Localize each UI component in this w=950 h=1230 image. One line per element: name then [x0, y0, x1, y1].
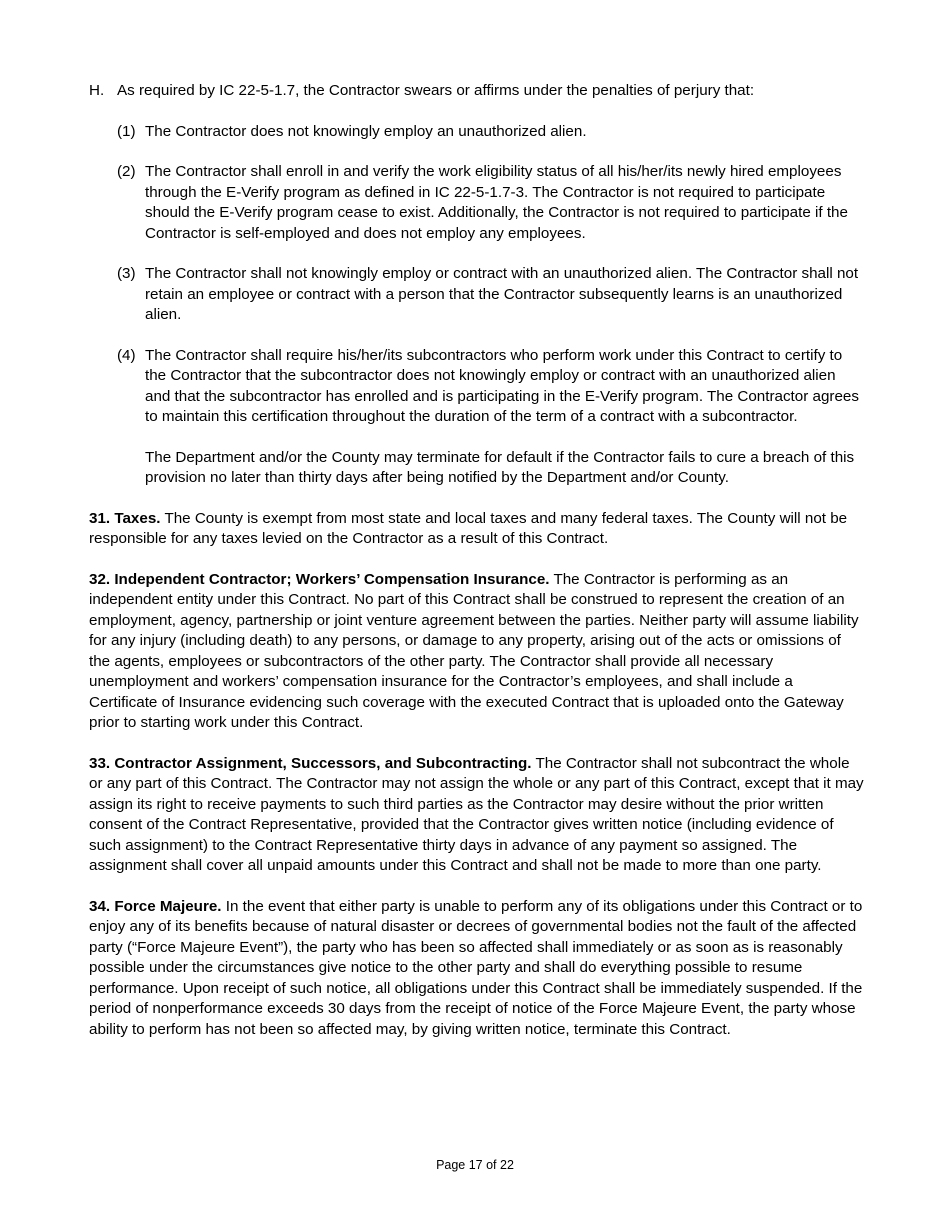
- section-32-independent-contractor: [89, 570, 864, 734]
- section-heading: 32. Independent Contractor; Workers’ Compensation Insurance.: [89, 570, 550, 588]
- section-h-text: As required by IC 22-5-1.7, the Contractor swears or affirms under the penalties of perjury that:: [117, 82, 755, 99]
- list-item-text: The Contractor shall not knowingly employ or contract with an unauthorized alien. The Contractor shall not retain an employee or contract with a person that the Contractor subsequently learns is an unauthorized alien.: [145, 265, 859, 323]
- section-body: The Contractor shall not subcontract the whole or any part of this Contract. The Contractor may not assign the whole or any part of this Contract, except that it may assign its right to receive payments to such third parties as the Contractor may desire without the prior written consent of the Contract Representative, provided that the Contractor gives written notice (including evidence of such assignment) to the Contract Representative thirty days in advance of any payment so assigned. The assignment shall cover all unpaid amounts under this Contract and shall not be made to more than one party.: [89, 754, 864, 874]
- list-item-number: (4): [117, 346, 136, 364]
- section-33-assignment: [89, 754, 864, 877]
- document-page: [89, 81, 864, 1060]
- section-31-taxes: [89, 509, 864, 550]
- page-number: Page 17 of 22: [436, 1158, 514, 1172]
- section-heading: 33. Contractor Assignment, Successors, and Subcontracting.: [89, 754, 532, 772]
- termination-note: The Department and/or the County may terminate for default if the Contractor fails to cure a breach of this provision no later than thirty days after being notified by the Department and/or County.: [145, 448, 855, 486]
- section-heading: 31. Taxes.: [89, 509, 161, 527]
- section-body: In the event that either party is unable to perform any of its obligations under this Contract or to enjoy any of its benefits because of natural disaster or decrees of governmental bodies not the fault of the affected party (“Force Majeure Event”), the party who has been so affected shall immediately or as soon as is reasonably possible under the circumstances give notice to the other party and shall do everything possible to resume performance. Upon receipt of such notice, all obligations under this Contract shall be immediately suspended. If the period of nonperformance exceeds 30 days from the receipt of notice of the Force Majeure Event, the party whose ability to perform has not been so affected may, by giving written notice, terminate this Contract.: [89, 897, 863, 1038]
- section-h: [89, 81, 864, 102]
- list-item: [89, 346, 864, 428]
- list-item-number: (3): [117, 265, 136, 282]
- list-item: [89, 122, 864, 143]
- section-heading: 34. Force Majeure.: [89, 897, 222, 915]
- list-item-number: (1): [117, 122, 136, 140]
- list-item: [89, 264, 864, 326]
- section-h-letter: H.: [89, 82, 105, 99]
- section-body: The County is exempt from most state and local taxes and many federal taxes. The County will not be responsible for any taxes levied on the Contractor as a result of this Contract.: [89, 509, 848, 547]
- section-body: The Contractor is performing as an independent entity under this Contract. No part of this Contract shall be construed to represent the creation of an employment, agency, partnership or joint venture agreement between the parties. Neither party will assume liability for any injury (including death) to any persons, or damage to any property, arising out of the acts or omissions of the agents, employees or subcontractors of the other party. The Contractor shall provide all necessary unemployment and workers’ compensation insurance for the Contractor’s employees, and shall include a Certificate of Insurance evidencing such coverage with the executed Contract that is uploaded onto the Gateway prior to starting work under this Contract.: [89, 570, 859, 731]
- list-item-text: The Contractor shall require his/her/its subcontractors who perform work under this Contract to certify to the Contractor that the subcontractor does not knowingly employ or contract with an unauthorized alien and that the subcontractor has enrolled and is participating in the E-Verify program. The Contractor agrees to maintain this certification throughout the duration of the term of a contract with a subcontractor.: [145, 346, 859, 425]
- section-34-force-majeure: [89, 897, 864, 1041]
- list-item: [89, 162, 864, 244]
- list-item-number: (2): [117, 163, 136, 180]
- list-item-text: The Contractor shall enroll in and verify the work eligibility status of all his/her/its newly hired employees through the E-Verify program as defined in IC 22-5-1.7-3. The Contractor is not required to participate should the E-Verify program cease to exist. Additionally, the Contractor is not required to participate if the Contractor is self-employed and does not employ any employees.: [145, 163, 848, 242]
- list-item-text: The Contractor does not knowingly employ an unauthorized alien.: [145, 122, 587, 140]
